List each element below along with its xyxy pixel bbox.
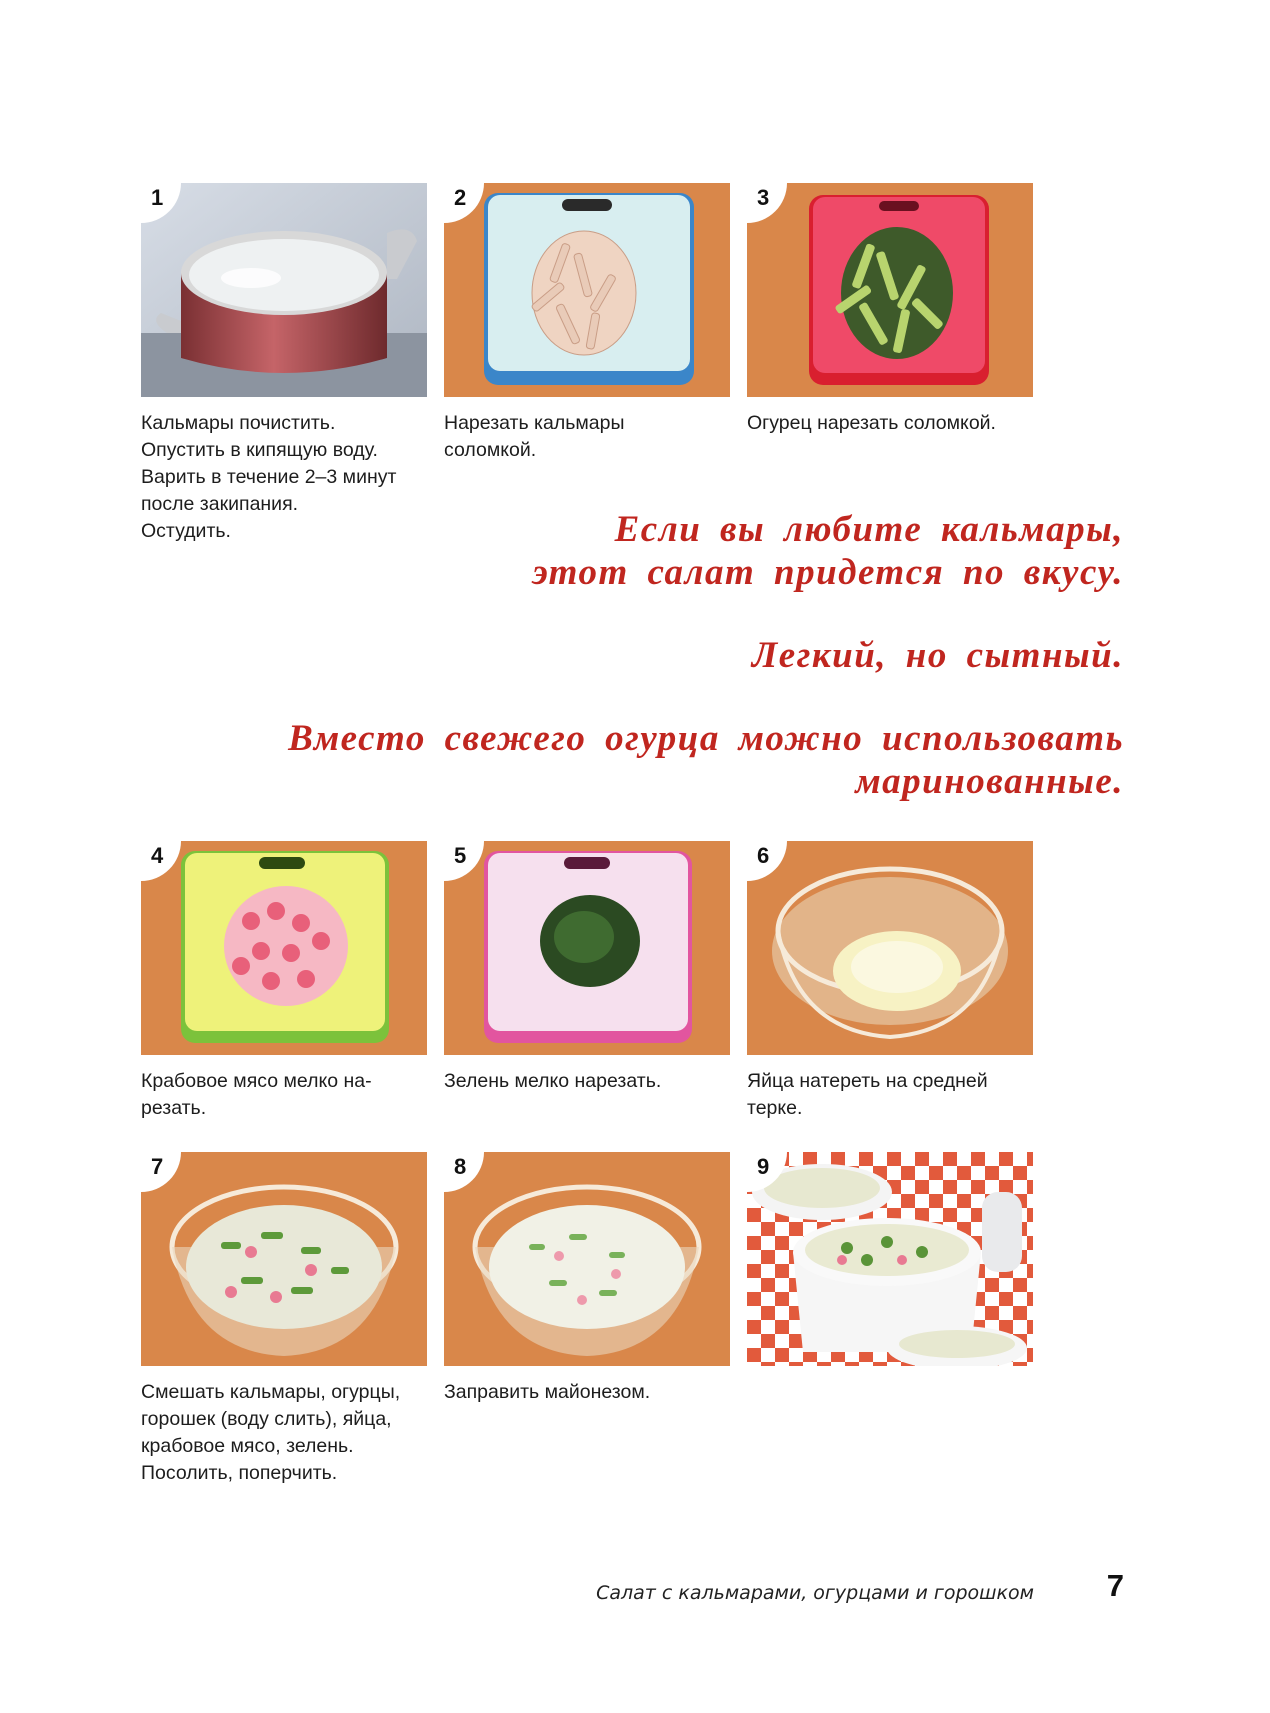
quote-1: Если вы любите кальмары, этот салат придется по вкусу. <box>532 509 1124 593</box>
squid-strips-photo <box>444 183 730 397</box>
step-number-badge: 4 <box>141 841 181 881</box>
step-8-photo <box>444 1152 730 1366</box>
footer-recipe-title: Салат с кальмарами, огурцами и горошком <box>596 1582 1034 1604</box>
step-6-photo <box>747 841 1033 1055</box>
step-3 <box>747 183 1033 437</box>
step-number-badge: 7 <box>141 1152 181 1192</box>
step-1-caption: Кальмары почистить. Опустить в кипящую воду. Варить в течение 2–3 минут после закипания. Остудить. <box>141 412 397 542</box>
page-number: 7 <box>1106 1568 1124 1603</box>
quote-2: Легкий, но сытный. <box>751 635 1124 676</box>
step-number-badge: 5 <box>444 841 484 881</box>
step-4-caption: Крабовое мясо мелко на- резать. <box>141 1070 372 1119</box>
step-8 <box>444 1152 730 1406</box>
step-6-caption: Яйца натереть на средней терке. <box>747 1070 988 1119</box>
step-1 <box>141 183 427 545</box>
step-number-badge: 6 <box>747 841 787 881</box>
step-number-badge: 8 <box>444 1152 484 1192</box>
crab-meat-photo <box>141 841 427 1055</box>
step-number-badge: 9 <box>747 1152 787 1192</box>
step-6 <box>747 841 1033 1122</box>
step-2-caption: Нарезать кальмары соломкой. <box>444 412 625 461</box>
grated-eggs-photo <box>747 841 1033 1055</box>
step-number-badge: 1 <box>141 183 181 223</box>
step-5-photo <box>444 841 730 1055</box>
pot-boiling-photo <box>141 183 427 397</box>
step-7 <box>141 1152 427 1487</box>
step-8-caption: Заправить майонезом. <box>444 1381 651 1403</box>
step-number-badge: 3 <box>747 183 787 223</box>
step-4-photo <box>141 841 427 1055</box>
step-4 <box>141 841 427 1122</box>
mixed-salad-bowl-photo <box>141 1152 427 1366</box>
step-2-photo <box>444 183 730 397</box>
step-5-caption: Зелень мелко нарезать. <box>444 1070 662 1092</box>
step-number-badge: 2 <box>444 183 484 223</box>
step-7-photo <box>141 1152 427 1366</box>
step-7-caption: Смешать кальмары, огурцы, горошек (воду слить), яйца, крабовое мясо, зелень. Посолить, поперчить. <box>141 1381 401 1484</box>
quote-3: Вместо свежего огурца можно использовать маринованные. <box>288 718 1124 802</box>
step-9-photo <box>747 1152 1033 1366</box>
dressed-salad-bowl-photo <box>444 1152 730 1366</box>
step-3-photo <box>747 183 1033 397</box>
step-2 <box>444 183 730 464</box>
cucumber-strips-photo <box>747 183 1033 397</box>
step-1-photo <box>141 183 427 397</box>
step-9 <box>747 1152 1033 1366</box>
chopped-greens-photo <box>444 841 730 1055</box>
step-5 <box>444 841 730 1095</box>
served-salad-ramekins-photo <box>747 1152 1033 1366</box>
step-3-caption: Огурец нарезать соломкой. <box>747 412 996 434</box>
